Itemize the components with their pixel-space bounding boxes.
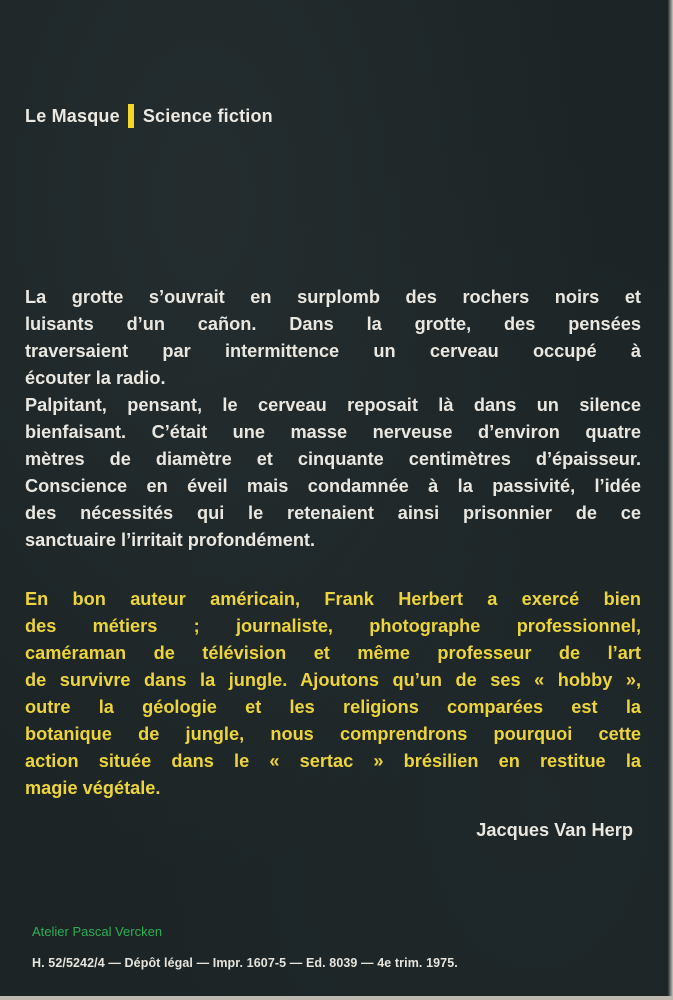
book-excerpt <box>25 284 641 554</box>
bio-line: de survivre dans la jungle. Ajoutons qu’un de ses « hobby », <box>25 670 641 690</box>
bio-line: caméraman de télévision et même professeur de l’art <box>25 643 641 663</box>
series-divider-bar <box>128 104 134 128</box>
excerpt-line: écouter la radio. <box>25 368 166 388</box>
collection-name: Science fiction <box>142 105 273 126</box>
excerpt-line: mètres de diamètre et cinquante centimètres d’épaisseur. <box>25 449 641 469</box>
excerpt-line: Conscience en éveil mais condamnée à la passivité, l’idée <box>25 476 641 496</box>
excerpt-line: Palpitant, pensant, le cerveau reposait là dans un silence <box>25 395 641 415</box>
bio-line: outre la géologie et les religions comparées est la <box>25 697 641 717</box>
publisher-name: Le Masque <box>25 105 120 126</box>
excerpt-line: La grotte s’ouvrait en surplomb des rochers noirs et <box>25 287 641 307</box>
excerpt-line: bienfaisant. C’était une masse nerveuse d’environ quatre <box>25 422 641 442</box>
series-header <box>25 104 273 128</box>
bio-line: des métiers ; journaliste, photographe professionnel, <box>25 616 641 636</box>
excerpt-line: des nécessités qui le retenaient ainsi prisonnier de ce <box>25 503 641 523</box>
bio-author-signature: Jacques Van Herp <box>476 820 633 840</box>
bio-line: magie végétale. <box>25 778 161 798</box>
cover-edge-bottom <box>0 996 673 1000</box>
excerpt-line: luisants d’un cañon. Dans la grotte, des pensées <box>25 314 641 334</box>
author-bio <box>25 586 641 802</box>
bio-line: action située dans le « sertac » brésilien en restitue la <box>25 751 641 771</box>
bio-line: En bon auteur américain, Frank Herbert a exercé bien <box>25 589 641 609</box>
excerpt-line: traversaient par intermittence un cerveau occupé à <box>25 341 641 361</box>
design-credit: Atelier Pascal Vercken <box>32 924 163 939</box>
legal-deposit-line: H. 52/5242/4 — Dépôt légal — Impr. 1607-5 — Ed. 8039 — 4e trim. 1975. <box>32 956 458 970</box>
excerpt-line: sanctuaire l’irritait profondément. <box>25 530 316 550</box>
bio-line: botanique de jungle, nous comprendrons pourquoi cette <box>25 724 641 744</box>
cover-edge-right <box>668 0 673 1000</box>
